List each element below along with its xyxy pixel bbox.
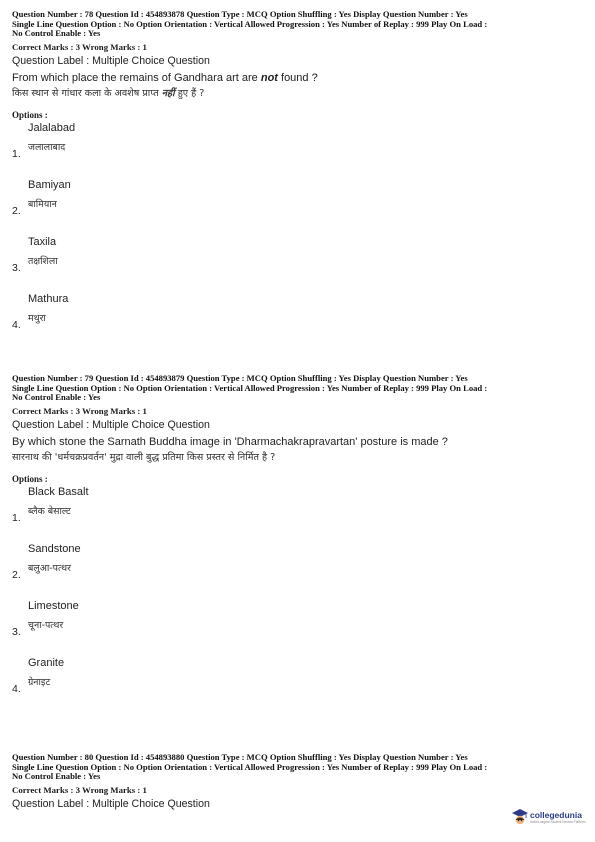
option-text-hindi: मथुरा — [28, 312, 46, 324]
option-4[interactable] — [12, 291, 584, 348]
option-text-hindi: बलुआ-पत्थर — [28, 562, 71, 574]
meta-line: Single Line Question Option : No Option Orientation : Vertical Allowed Progression : Yes Number of Replay : 999 Play On Load : — [12, 18, 488, 29]
meta-line: Question Number : 80 Question Id : 454893880 Question Type : MCQ Option Shuffling : Yes Display Question Number : Yes — [12, 752, 468, 762]
options-list — [12, 120, 584, 348]
options-heading: Options : — [12, 109, 48, 120]
option-number: 2. — [12, 568, 21, 581]
option-number: 1. — [12, 147, 21, 160]
options-heading: Options : — [12, 473, 48, 484]
logo-tagline: India's largest Student Review Platform — [530, 820, 586, 824]
question-meta — [12, 753, 584, 782]
question-stem-hindi — [12, 87, 584, 101]
question-meta — [12, 10, 584, 39]
question-stem-english — [12, 71, 452, 85]
stem-text: found ? — [277, 71, 318, 84]
option-3[interactable] — [12, 598, 584, 655]
option-text-english: Bamiyan — [28, 178, 71, 191]
question-78 — [12, 10, 584, 348]
stem-emphasis: नहीं — [161, 87, 175, 99]
marks-line: Correct Marks : 3 Wrong Marks : 1 — [12, 41, 147, 52]
stem-text: From which place the remains of Gandhara art are — [12, 71, 261, 84]
option-text-english: Mathura — [28, 292, 69, 305]
collegedunia-logo — [512, 808, 590, 834]
option-1[interactable] — [12, 484, 584, 541]
question-label: Question Label : Multiple Choice Question — [12, 54, 210, 67]
question-label: Question Label : Multiple Choice Question — [12, 797, 210, 810]
option-text-english: Granite — [28, 656, 65, 669]
marks-line: Correct Marks : 3 Wrong Marks : 1 — [12, 784, 147, 795]
question-79 — [12, 374, 584, 712]
option-4[interactable] — [12, 655, 584, 712]
option-text-hindi: ब्लैक बेसाल्ट — [28, 505, 71, 517]
option-text-english: Taxila — [28, 235, 57, 248]
option-number: 1. — [12, 511, 21, 524]
option-2[interactable] — [12, 177, 584, 234]
graduate-cap-icon — [512, 808, 528, 826]
meta-line: Question Number : 79 Question Id : 454893879 Question Type : MCQ Option Shuffling : Yes Display Question Number : Yes — [12, 373, 468, 383]
option-number: 3. — [12, 625, 21, 638]
option-text-hindi: तक्षशिला — [28, 255, 58, 267]
logo-wordmark — [528, 808, 586, 824]
option-text-english: Black Basalt — [28, 485, 89, 498]
meta-line: Single Line Question Option : No Option Orientation : Vertical Allowed Progression : Yes Number of Replay : 999 Play On Load : — [12, 382, 488, 393]
option-text-hindi: चूना-पत्थर — [28, 619, 64, 631]
option-text-english: Jalalabad — [28, 121, 76, 134]
question-80 — [12, 753, 584, 810]
meta-line: No Control Enable : Yes — [12, 28, 101, 39]
option-number: 4. — [12, 682, 21, 695]
meta-line: Question Number : 78 Question Id : 454893878 Question Type : MCQ Option Shuffling : Yes Display Question Number : Yes — [12, 9, 468, 19]
option-text-english: Limestone — [28, 599, 79, 612]
option-1[interactable] — [12, 120, 584, 177]
question-label: Question Label : Multiple Choice Question — [12, 418, 210, 431]
option-number: 2. — [12, 204, 21, 217]
stem-text: हुए हैं ? — [174, 87, 205, 99]
meta-line: Single Line Question Option : No Option Orientation : Vertical Allowed Progression : Yes Number of Replay : 999 Play On Load : — [12, 761, 488, 772]
meta-line: No Control Enable : Yes — [12, 392, 101, 403]
options-list — [12, 484, 584, 712]
meta-line: No Control Enable : Yes — [12, 771, 101, 782]
stem-emphasis: not — [260, 71, 278, 84]
stem-text: किस स्थान से गांधार कला के अवशेष प्राप्त — [12, 87, 162, 99]
option-number: 4. — [12, 318, 21, 331]
marks-line: Correct Marks : 3 Wrong Marks : 1 — [12, 405, 147, 416]
option-2[interactable] — [12, 541, 584, 598]
option-text-hindi: जलालाबाद — [28, 141, 66, 153]
option-text-hindi: बामियान — [28, 198, 57, 210]
question-stem-hindi: सारनाथ की 'धर्मचक्रप्रवर्तन' मुद्रा वाली बुद्ध प्रतिमा किस प्रस्तर से निर्मित है ? — [12, 451, 276, 463]
option-text-hindi: ग्रेनाइट — [28, 676, 51, 688]
logo-name: collegedunia — [530, 810, 582, 820]
option-number: 3. — [12, 261, 21, 274]
option-3[interactable] — [12, 234, 584, 291]
question-stem-english: By which stone the Sarnath Buddha image in 'Dharmachakrapravartan' posture is made ? — [12, 435, 448, 448]
option-text-english: Sandstone — [28, 542, 81, 555]
question-meta — [12, 374, 584, 403]
